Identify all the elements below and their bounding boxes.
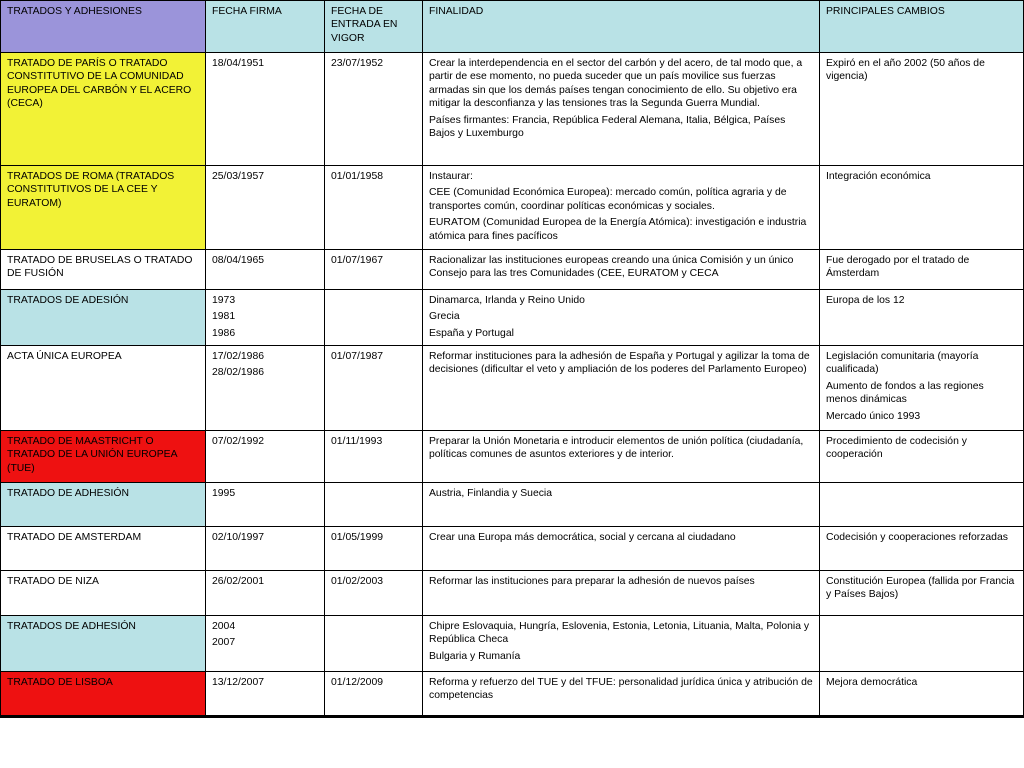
purpose-cell	[423, 431, 820, 483]
purpose-line: Reformar instituciones para la adhesión de España y Portugal y agilizar la toma de decisiones (dificultar el veto y ampliación de los poderes del Parlamento Europeo)	[429, 351, 810, 376]
purpose-cell	[423, 290, 820, 346]
purpose-line: Crear una Europa más democrática, social y cercana al ciudadano	[429, 532, 736, 543]
table-row	[1, 290, 1024, 346]
treaty-name-cell: TRATADO DE ADHESIÓN	[1, 483, 206, 527]
signed-date-cell	[206, 571, 325, 616]
table-row	[1, 571, 1024, 616]
in-force-date-cell: 01/12/2009	[325, 672, 423, 717]
signed-date-line: 07/02/1992	[212, 436, 265, 447]
treaty-name-cell: ACTA ÚNICA EUROPEA	[1, 346, 206, 431]
signed-date-line: 08/04/1965	[212, 255, 265, 266]
treaty-name-cell: TRATADO DE MAASTRICHT O TRATADO DE LA UNIÓN EUROPEA (TUE)	[1, 431, 206, 483]
main-changes-cell	[820, 290, 1024, 346]
purpose-line: Crear la interdependencia en el sector del carbón y del acero, de tal modo que, a partir de ese momento, no pueda suceder que un país movilice sus fuerzas armadas sin que los demás países tengan conocimiento de ello. Su objetivo era mitigar la desconfianza y las tensiones tras la Segunda Guerra Mundial.	[429, 58, 803, 110]
in-force-date-cell: 01/01/1958	[325, 166, 423, 250]
signed-date-line: 17/02/1986	[212, 351, 265, 362]
signed-date-cell	[206, 527, 325, 571]
signed-date-line: 02/10/1997	[212, 532, 265, 543]
signed-date-line: 25/03/1957	[212, 171, 265, 182]
main-changes-cell	[820, 431, 1024, 483]
treaty-name-cell: TRATADOS DE ADHESIÓN	[1, 616, 206, 672]
main-change-line: Procedimiento de codecisión y cooperación	[826, 436, 967, 461]
main-change-line: Fue derogado por el tratado de Ámsterdam	[826, 255, 970, 280]
header-treaties: TRATADOS Y ADHESIONES	[1, 1, 206, 53]
in-force-date-cell: 23/07/1952	[325, 53, 423, 166]
table-row	[1, 616, 1024, 672]
purpose-cell	[423, 483, 820, 527]
purpose-line: Chipre Eslovaquia, Hungría, Eslovenia, Estonia, Letonia, Lituania, Malta, Polonia y República Checa	[429, 621, 810, 646]
in-force-date-cell	[325, 483, 423, 527]
main-change-line: Aumento de fondos a las regiones menos dinámicas	[826, 380, 984, 406]
purpose-line: Dinamarca, Irlanda y Reino Unido	[429, 295, 585, 306]
main-change-line: Mercado único 1993	[826, 410, 921, 422]
signed-date-cell	[206, 166, 325, 250]
header-in-force-date: FECHA DE ENTRADA EN VIGOR	[325, 1, 423, 53]
purpose-cell	[423, 166, 820, 250]
header-row	[1, 1, 1024, 53]
table-row	[1, 672, 1024, 717]
in-force-date-cell: 01/07/1967	[325, 250, 423, 290]
main-changes-cell	[820, 250, 1024, 290]
signed-date-cell	[206, 250, 325, 290]
header-signed-date: FECHA FIRMA	[206, 1, 325, 53]
in-force-date-cell: 01/02/2003	[325, 571, 423, 616]
table-row	[1, 483, 1024, 527]
purpose-cell	[423, 571, 820, 616]
treaty-name-cell: TRATADO DE BRUSELAS O TRATADO DE FUSIÓN	[1, 250, 206, 290]
main-change-line: Europa de los 12	[826, 295, 905, 306]
signed-date-cell	[206, 616, 325, 672]
in-force-date-cell: 01/07/1987	[325, 346, 423, 431]
header-purpose: FINALIDAD	[423, 1, 820, 53]
main-changes-cell	[820, 571, 1024, 616]
signed-date-cell	[206, 483, 325, 527]
in-force-date-cell	[325, 616, 423, 672]
purpose-line: Reforma y refuerzo del TUE y del TFUE: personalidad jurídica única y atribución de competencias	[429, 677, 813, 702]
purpose-line: Grecia	[429, 311, 460, 323]
purpose-line: Austria, Finlandia y Suecia	[429, 488, 553, 499]
signed-date-line: 1973	[212, 295, 236, 306]
main-changes-cell	[820, 166, 1024, 250]
main-change-line: Constitución Europea (fallida por Francia y Países Bajos)	[826, 576, 1015, 601]
signed-date-line: 1981	[212, 311, 236, 323]
purpose-line: Instaurar:	[429, 171, 473, 182]
purpose-cell	[423, 250, 820, 290]
in-force-date-cell: 01/11/1993	[325, 431, 423, 483]
treaty-name-cell: TRATADOS DE ADESIÓN	[1, 290, 206, 346]
main-changes-cell	[820, 53, 1024, 166]
signed-date-line: 2004	[212, 621, 236, 632]
table-row	[1, 431, 1024, 483]
purpose-cell	[423, 527, 820, 571]
purpose-line: EURATOM (Comunidad Europea de la Energía Atómica): investigación e industria atómica para fines pacíficos	[429, 217, 807, 242]
in-force-date-cell	[325, 290, 423, 346]
signed-date-cell	[206, 346, 325, 431]
treaty-name-cell: TRATADO DE NIZA	[1, 571, 206, 616]
signed-date-cell	[206, 53, 325, 166]
signed-date-cell	[206, 290, 325, 346]
signed-date-line: 26/02/2001	[212, 576, 265, 587]
treaty-name-cell: TRATADO DE PARÍS O TRATADO CONSTITUTIVO DE LA COMUNIDAD EUROPEA DEL CARBÓN Y EL ACERO (CECA)	[1, 53, 206, 166]
purpose-cell	[423, 616, 820, 672]
main-changes-cell	[820, 483, 1024, 527]
main-changes-cell	[820, 527, 1024, 571]
table-row	[1, 250, 1024, 290]
purpose-line: Bulgaria y Rumanía	[429, 650, 521, 662]
main-change-line: Expiró en el año 2002 (50 años de vigencia)	[826, 58, 985, 83]
signed-date-line: 2007	[212, 637, 236, 649]
signed-date-line: 28/02/1986	[212, 367, 265, 379]
purpose-line: Preparar la Unión Monetaria e introducir elementos de unión política (ciudadanía, políticas comunes de asuntos exteriores y de interior.	[429, 436, 804, 461]
treaty-name-cell: TRATADO DE LISBOA	[1, 672, 206, 717]
header-main-changes: PRINCIPALES CAMBIOS	[820, 1, 1024, 53]
treaty-name-cell: TRATADOS DE ROMA (TRATADOS CONSTITUTIVOS DE LA CEE Y EURATOM)	[1, 166, 206, 250]
purpose-line: España y Portugal	[429, 327, 514, 339]
signed-date-line: 18/04/1951	[212, 58, 265, 69]
main-changes-cell	[820, 672, 1024, 717]
main-changes-cell	[820, 616, 1024, 672]
purpose-line: Racionalizar las instituciones europeas creando una única Comisión y un único Consejo para las tres Comunidades (CEE, EURATOM y CECA	[429, 255, 794, 280]
main-change-line: Mejora democrática	[826, 677, 918, 688]
purpose-cell	[423, 346, 820, 431]
signed-date-line: 1995	[212, 488, 236, 499]
signed-date-line: 1986	[212, 327, 236, 339]
signed-date-cell	[206, 672, 325, 717]
purpose-cell	[423, 53, 820, 166]
main-change-line: Legislación comunitaria (mayoría cualificada)	[826, 351, 979, 376]
purpose-line: Países firmantes: Francia, República Federal Alemana, Italia, Bélgica, Países Bajos y Luxemburgo	[429, 114, 786, 140]
table-row	[1, 53, 1024, 166]
main-change-line: Codecisión y cooperaciones reforzadas	[826, 532, 1008, 543]
purpose-line: CEE (Comunidad Económica Europea): mercado común, política agraria y de transportes común, coordinar políticas económicas y sociales.	[429, 187, 787, 212]
treaty-name-cell: TRATADO DE AMSTERDAM	[1, 527, 206, 571]
main-changes-cell	[820, 346, 1024, 431]
table-row	[1, 166, 1024, 250]
purpose-line: Reformar las instituciones para preparar la adhesión de nuevos países	[429, 576, 755, 587]
main-change-line: Integración económica	[826, 171, 931, 182]
in-force-date-cell: 01/05/1999	[325, 527, 423, 571]
signed-date-line: 13/12/2007	[212, 677, 265, 688]
purpose-cell	[423, 672, 820, 717]
table-row	[1, 346, 1024, 431]
signed-date-cell	[206, 431, 325, 483]
table-row	[1, 527, 1024, 571]
